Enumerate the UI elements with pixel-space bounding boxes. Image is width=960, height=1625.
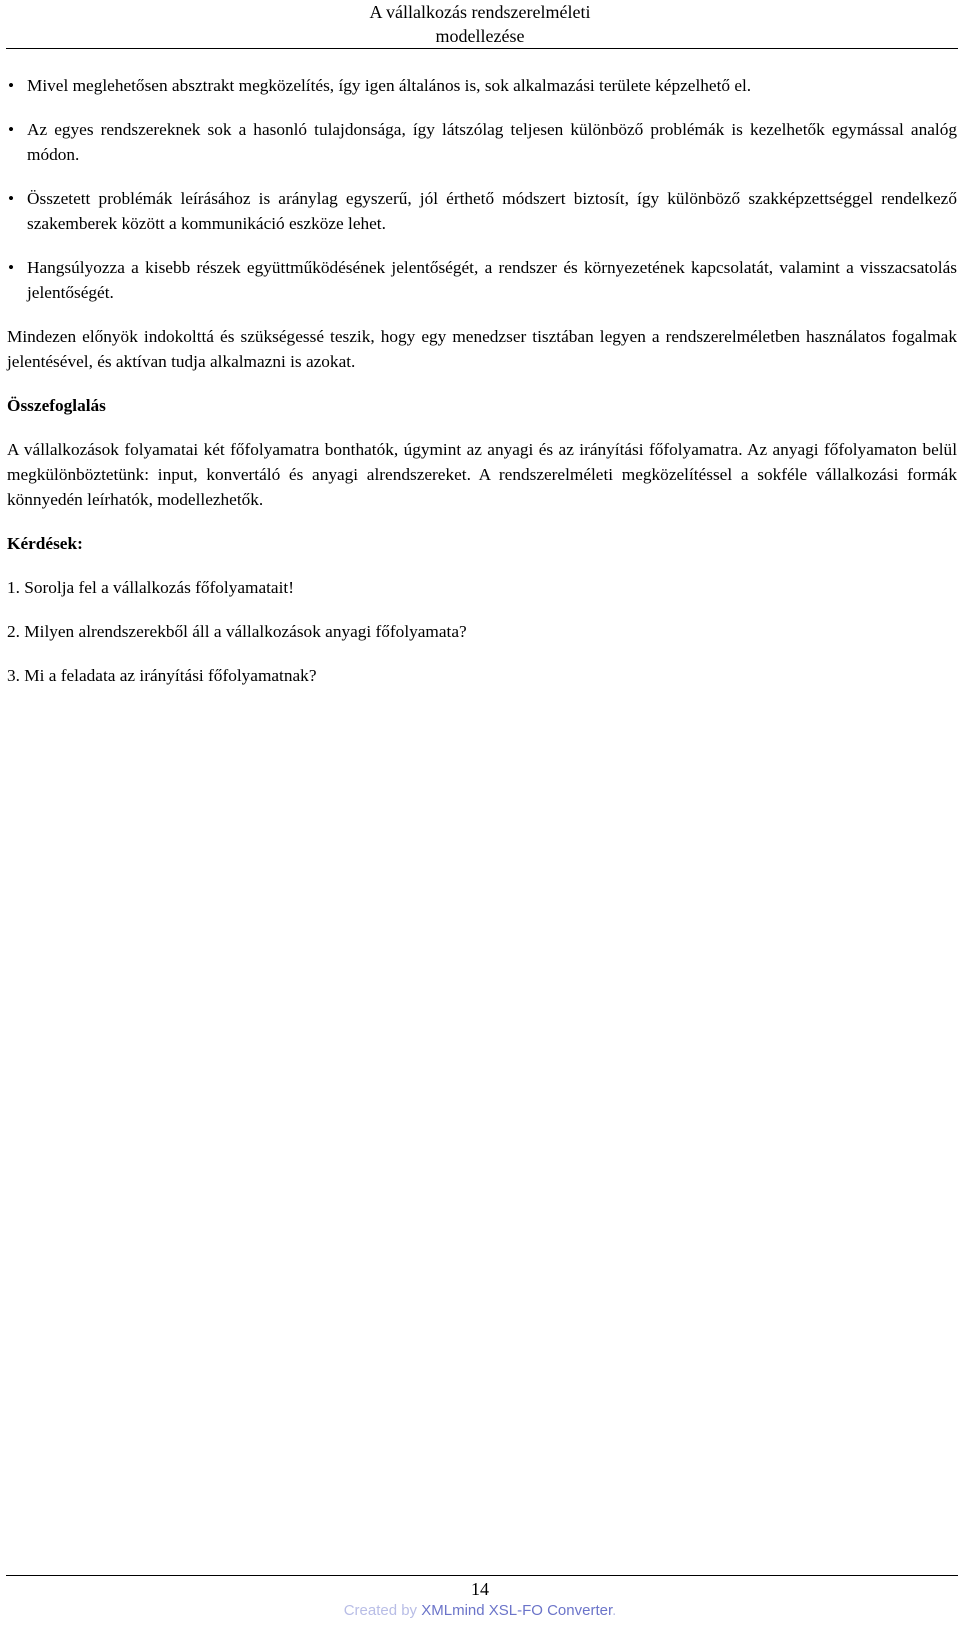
list-item — [7, 255, 957, 305]
question-item: 1. Sorolja fel a vállalkozás főfolyamatait! — [7, 578, 294, 597]
bullet-icon: • — [8, 76, 15, 95]
header-title-line-2: modellezése — [435, 26, 525, 46]
question-item: 2. Milyen alrendszerekből áll a vállalkozások anyagi főfolyamata? — [7, 622, 467, 641]
bullet-icon: • — [8, 120, 15, 139]
list-item — [7, 73, 957, 98]
main-content — [7, 73, 957, 707]
creator-product-link[interactable]: XMLmind XSL-FO Converter — [421, 1602, 613, 1619]
advantages-paragraph: Mindezen előnyök indokolttá és szükségessé teszik, hogy egy menedzser tisztában legyen a rendszerelméletben használatos fogalmak jelentésével, és aktívan tudja alkalmazni is azokat. — [7, 327, 957, 371]
bullet-icon: • — [8, 258, 15, 277]
footer-divider — [6, 1575, 958, 1576]
question-item: 3. Mi a feladata az irányítási főfolyamatnak? — [7, 666, 317, 685]
header-divider — [6, 48, 958, 49]
list-item — [7, 186, 957, 236]
creator-prefix: Created by — [343, 1602, 422, 1619]
page-number: 14 — [471, 1579, 489, 1599]
summary-paragraph: A vállalkozások folyamatai két főfolyamatra bonthatók, úgymint az anyagi és az irányítási főfolyamatra. Az anyagi főfolyamaton belül megkülönböztetünk: input, konvertáló és anyagi alrendszereket. A rendszerelméleti megközelítéssel a sokféle vállalkozási formák könnyedén leírhatók, modellezhetők. — [7, 440, 957, 509]
list-item-text: Összetett problémák leírásához is aránylag egyszerű, jól érthető módszert biztosít, így különböző szakképzettséggel rendelkező szakemberek között a kommunikáció eszköze lehet. — [27, 189, 957, 233]
questions-heading: Kérdések: — [7, 534, 83, 553]
bullet-icon: • — [8, 189, 15, 208]
list-item-text: Hangsúlyozza a kisebb részek együttműködésének jelentőségét, a rendszer és környezetének kapcsolatát, valamint a visszacsatolás jelentőségét. — [27, 258, 957, 302]
list-item-text: Az egyes rendszereknek sok a hasonló tulajdonsága, így látszólag teljesen különböző problémák is kezelhetők egymással analóg módon. — [27, 120, 957, 164]
advantages-list — [7, 73, 957, 305]
list-item — [7, 117, 957, 167]
header-title-line-1: A vállalkozás rendszerelméleti — [369, 2, 591, 22]
summary-heading: Összefoglalás — [7, 396, 106, 415]
list-item-text: Mivel meglehetősen absztrakt megközelítés, így igen általános is, sok alkalmazási területe képzelhető el. — [27, 76, 752, 95]
running-header — [0, 0, 960, 48]
creator-suffix: . — [612, 1602, 617, 1619]
creator-credit — [0, 1601, 960, 1621]
